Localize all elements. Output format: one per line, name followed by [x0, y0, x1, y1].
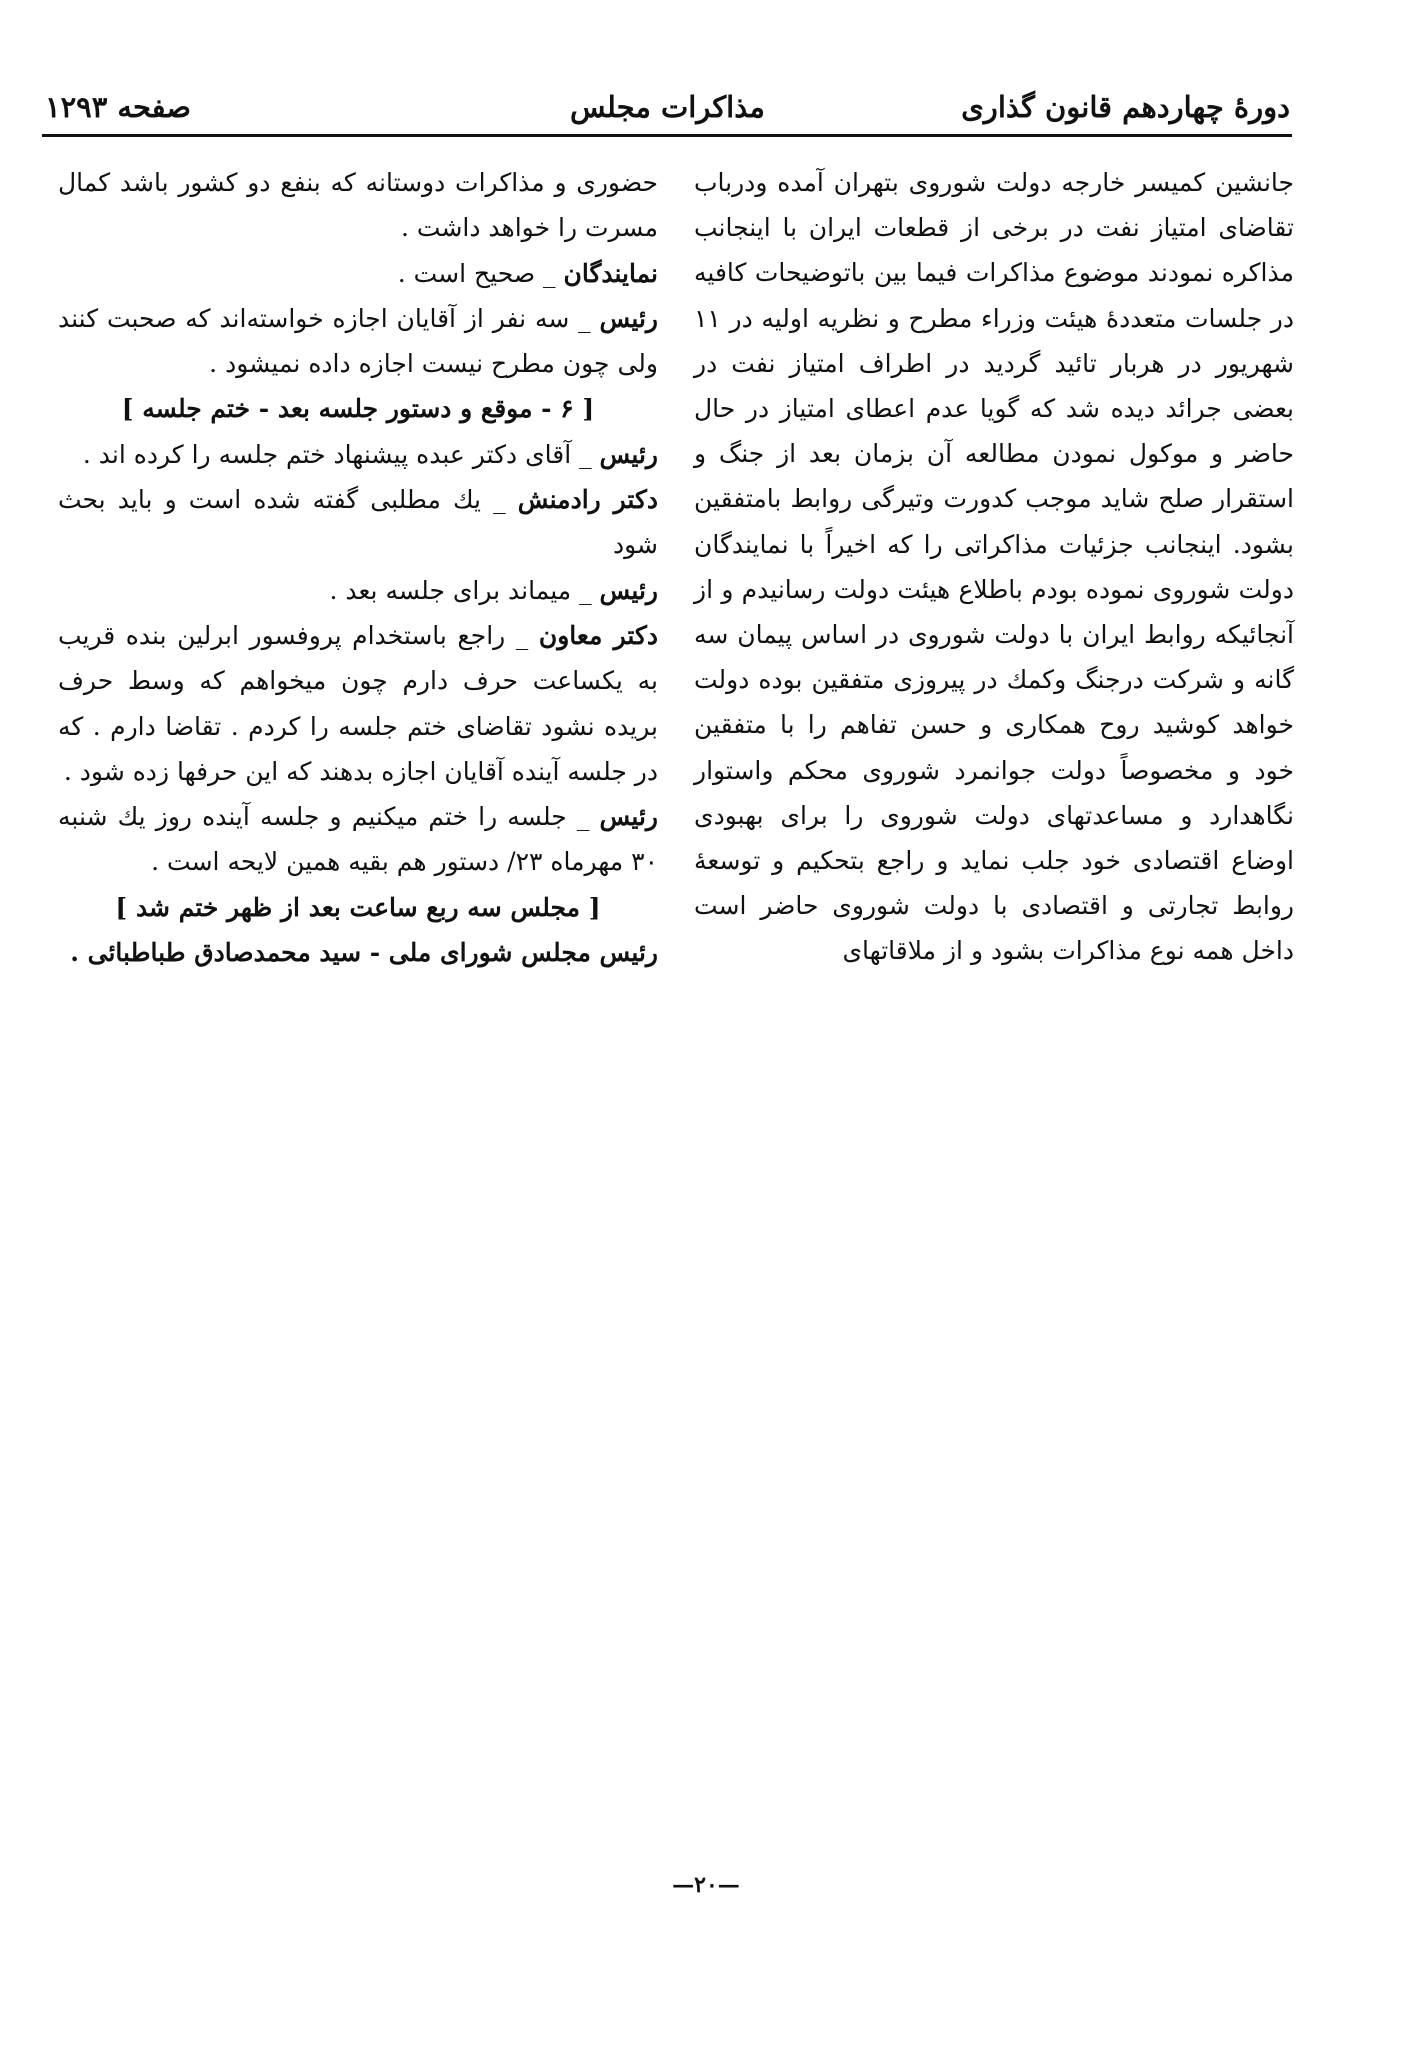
paragraph-radmanesh — [58, 477, 658, 568]
right-column — [694, 160, 1294, 974]
page-number: —۲۰— — [672, 1872, 740, 1898]
speech-text: _ صحیح است . — [397, 258, 556, 288]
speaker-name: رئیس — [599, 802, 658, 832]
paragraph-president-3 — [58, 568, 658, 613]
speech-text: _ سه نفر از آقایان اجازه خواسته‌اند که صحبت کنند ولی چون مطرح نیست اجازه داده نمیشود . — [58, 303, 658, 379]
header-page: صفحه ۱۲۹۳ — [45, 90, 191, 124]
speaker-name: دکتر رادمنش — [517, 485, 658, 515]
speech-text: _ جلسه را ختم میکنیم و جلسه آینده روز یك شنبه ۳۰ مهرماه ۲۳/ دستور هم بقیه همین لایحه است . — [58, 802, 658, 877]
speaker-name: رئیس — [599, 303, 658, 333]
header-title: مذاکرات مجلس — [570, 90, 765, 124]
page-header — [45, 90, 1290, 130]
speech-text: _ راجع باستخدام پروفسور ابرلین بنده قریب به یکساعت حرف دارم چون میخواهم که وسط حرف بریده نشود تقاضای ختم جلسه را کردم . تقاضا دارم . که در جلسه آینده آقایان اجازه بدهند که این حرفها زده شود . — [58, 620, 658, 786]
closing-note: [ مجلس سه ربع ساعت بعد از ظهر ختم شد ] — [115, 892, 601, 922]
speaker-name: رئیس — [599, 575, 658, 605]
speech-text: _ میماند برای جلسه بعد . — [329, 575, 592, 605]
left-column — [58, 160, 658, 975]
section-heading: [ ۶ - موقع و دستور جلسه بعد - ختم جلسه ] — [121, 394, 595, 424]
paragraph-president-4 — [58, 794, 658, 885]
right-column-text: جانشین کمیسر خارجه دولت شوروی بتهران آمده ودرباب تقاضای امتیاز نفت در برخی از قطعات ایران با اینجانب مذاکره نمودند موضوع مذاکرات فیما بین باتوضیحات کافیه در جلسات متعددهٔ هیئت وزراء مطرح و نظریه اولیه در ۱۱ شهریور در هربار تائید گردید در اطراف امتیاز نفت در بعضی جرائد دیده شد که گویا عدم اعطای امتیاز در حال حاضر و موکول نمودن مطالعه آن بزمان بعد از جنگ و استقرار صلح شاید موجب کدورت وتیرگی روابط بامتفقین بشود. اینجانب جزئیات مذاکراتی را که اخیراً با نمایندگان دولت شوروی نموده بودم باطلاع هیئت دولت رسانیدم و از آنجائیکه روابط ایران با دولت شوروی در اساس پیمان سه گانه و شرکت درجنگ وکمك در پیروزی متفقین بوده دولت خواهد کوشید روح همکاری و حسن تفاهم را با متفقین خود و مخصوصاً دولت جوانمرد شوروی محکم واستوار نگاهدارد و مساعدتهای دولت شوروی را برای بهبودی اوضاع اقتصادی خود جلب نماید و راجع بتحکیم و توسعهٔ روابط تجارتی و اقتصادی با دولت شوروی حاضر است داخل همه نوع مذاکرات بشود و از ملاقاتهای — [694, 168, 1295, 966]
speaker-name: دکتر معاون — [538, 620, 659, 650]
header-series: دورهٔ چهاردهم قانون گذاری — [961, 90, 1290, 124]
paragraph-president-2 — [58, 432, 658, 477]
paragraph-representatives — [58, 251, 658, 296]
speaker-name: نمایندگان — [563, 258, 658, 288]
speech-text: _ آقای دکتر عبده پیشنهاد ختم جلسه را کرده اند . — [82, 439, 592, 469]
paragraph-president-1 — [58, 296, 658, 387]
speech-text: _ یك مطلبی گفته شده است و باید بحث شود — [58, 485, 658, 560]
paragraph-moaven — [58, 613, 658, 794]
signature-line: رئیس مجلس شورای ملی - سید محمدصادق طباطبائی . — [70, 938, 658, 968]
header-divider — [42, 134, 1292, 137]
speaker-name: رئیس — [599, 439, 658, 469]
paragraph-continuation: حضوری و مذاکرات دوستانه که بنفع دو کشور باشد کمال مسرت را خواهد داشت . — [58, 168, 658, 243]
